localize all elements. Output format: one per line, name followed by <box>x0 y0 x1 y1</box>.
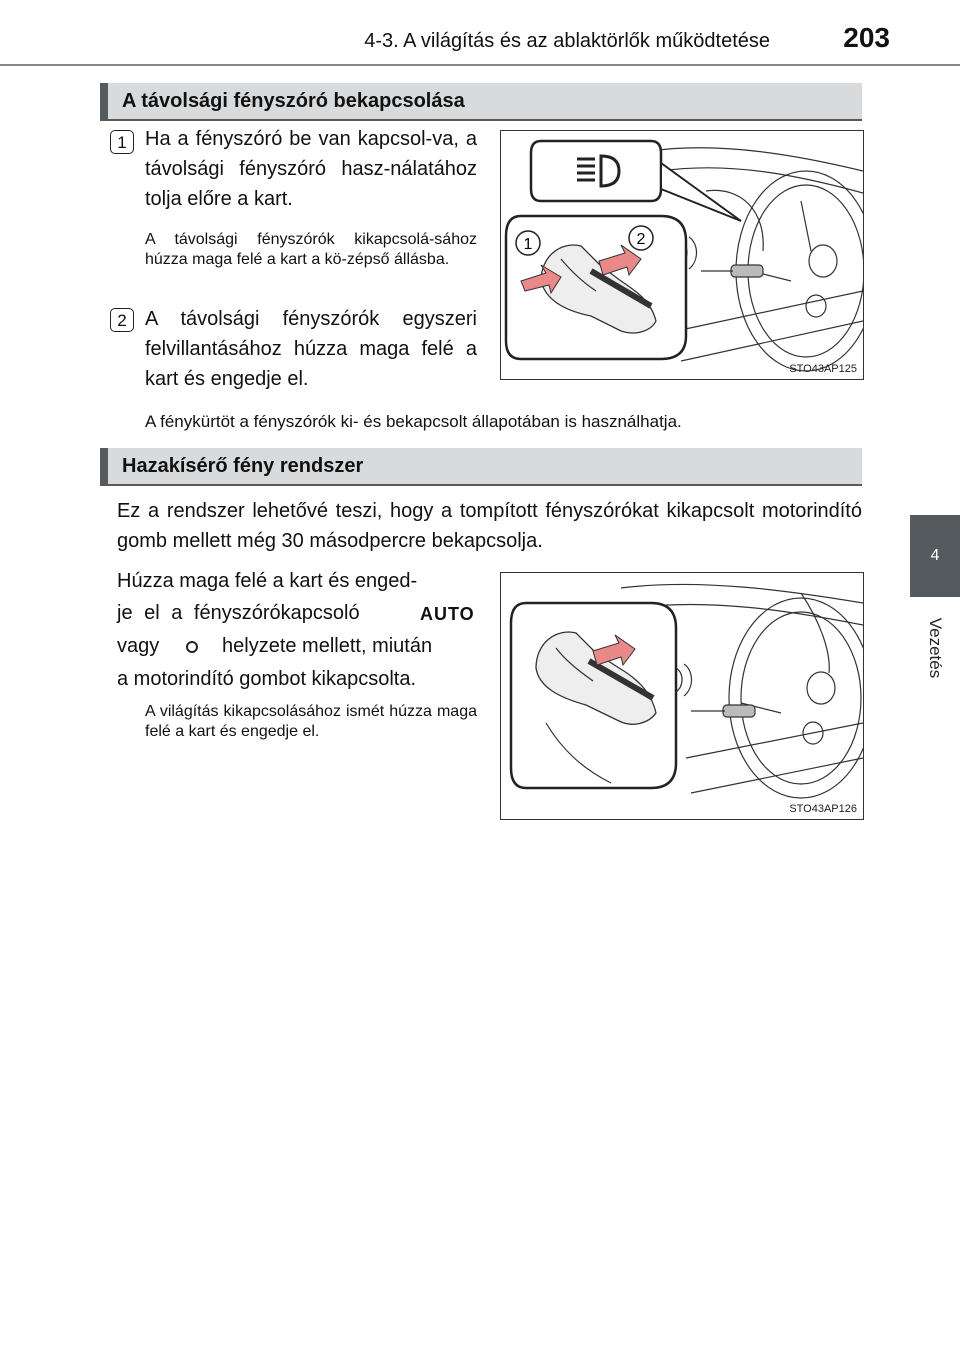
lever-illustration <box>501 131 863 379</box>
callout-2: 2 <box>636 231 646 248</box>
step-number-2: 2 <box>110 308 134 332</box>
instruction-line-3a: vagy <box>117 635 160 657</box>
chapter-tab: 4 <box>910 515 960 597</box>
step-2-text: A távolsági fényszórók egyszeri felvillantásához húzza maga felé a kart és engedje el. <box>145 308 477 390</box>
step-1-text: Ha a fényszóró be van kapcsol-va, a távolsági fényszóró hasz-nálatához tolja előre a kart. <box>145 128 477 210</box>
high-beam-symbol-bubble <box>531 141 741 221</box>
callout-1: 1 <box>523 236 533 253</box>
figure-code-2: STO43AP126 <box>789 803 857 815</box>
chapter-name: Vezetés <box>926 617 945 679</box>
figure-code-1: STO43AP125 <box>789 363 857 375</box>
step-number-1: 1 <box>110 130 134 154</box>
header-rule <box>0 64 960 66</box>
lever-illustration-2 <box>501 573 863 819</box>
instruction-line-4: a motorindító gombot kikapcsolta. <box>117 668 417 690</box>
figure-high-beam-lever <box>500 130 864 380</box>
instruction-line-1: Húzza maga felé a kart és enged- <box>117 570 418 592</box>
auto-symbol: AUTO <box>420 604 475 624</box>
instruction-line-3b: helyzete mellett, miután <box>222 635 433 657</box>
step-1-note: A távolsági fényszórók kikapcsolá-sához húzza maga felé a kart a kö-zépső állásba. <box>145 231 477 268</box>
figure-follow-me-home-lever <box>500 572 864 820</box>
flash-note: A fénykürtöt a fényszórók ki- és bekapcsolt állapotában is használhatja. <box>145 412 682 431</box>
page-number: 203 <box>843 22 890 53</box>
running-header-section: 4-3. A világítás és az ablaktörlők működtetése <box>364 30 770 52</box>
instruction-line-2: je el a fényszórókapcsoló <box>117 602 360 624</box>
section-title-follow-me-home: Hazakísérő fény rendszer <box>100 448 862 484</box>
section-title-high-beam: A távolsági fényszóró bekapcsolása <box>100 83 862 119</box>
section-2-note: A világítás kikapcsolásához ismét húzza maga felé a kart és engedje el. <box>145 703 477 740</box>
hand-lever-detail-2 <box>511 603 676 788</box>
section-2-intro: Ez a rendszer lehetővé teszi, hogy a tompított fényszórókat kikapcsolt motorindító gomb mellett még 30 másodpercre bekapcsolja. <box>117 500 862 552</box>
parking-light-symbol-icon <box>186 641 198 653</box>
